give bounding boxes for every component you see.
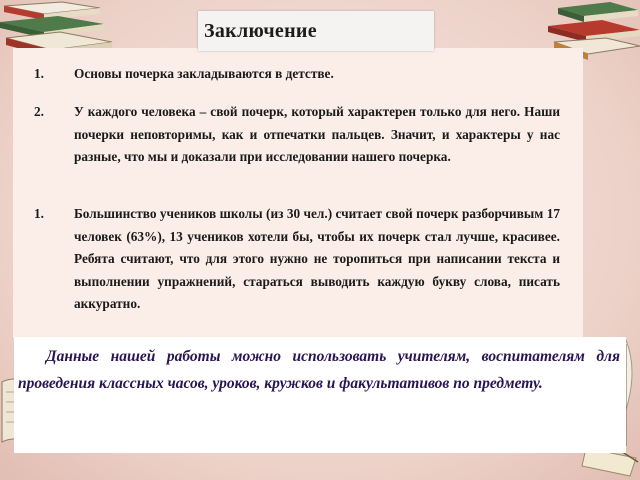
list-item-number: 1. xyxy=(34,66,44,81)
list-item-text: У каждого человека – свой почерк, который характерен только для него. Наши почерки неповторимы, как и отпечатки пальцев. Значит, и характеры у нас разные, что мы и доказали при исследовании нашего почерка. xyxy=(74,104,560,164)
slide-title: Заключение xyxy=(204,20,317,42)
title-box xyxy=(198,11,434,51)
list-item xyxy=(34,63,560,86)
footer-note-text: Данные нашей работы можно использовать учителям, воспитателям для проведения классных часов, уроков, кружков и факультативов по предмету. xyxy=(18,348,620,392)
list-item xyxy=(34,203,560,316)
list-item-text: Большинство учеников школы (из 30 чел.) считает свой почерк разборчивым 17 человек (63%), 13 учеников хотели бы, чтобы их почерк стал лучше, красивее. Ребята считают, что для этого нужно не торопиться при написании текста и выполнении упражнений, стараться выводить каждую букву слова, писать аккуратно. xyxy=(74,206,560,311)
list-item-number: 2. xyxy=(34,104,44,119)
footer-note-box xyxy=(14,337,626,453)
conclusion-list xyxy=(34,203,560,316)
conclusion-list xyxy=(34,101,560,169)
conclusion-list xyxy=(34,63,560,86)
list-item xyxy=(34,101,560,169)
list-item-text: Основы почерка закладываются в детстве. xyxy=(74,66,334,81)
list-item-number: 1. xyxy=(34,206,44,221)
